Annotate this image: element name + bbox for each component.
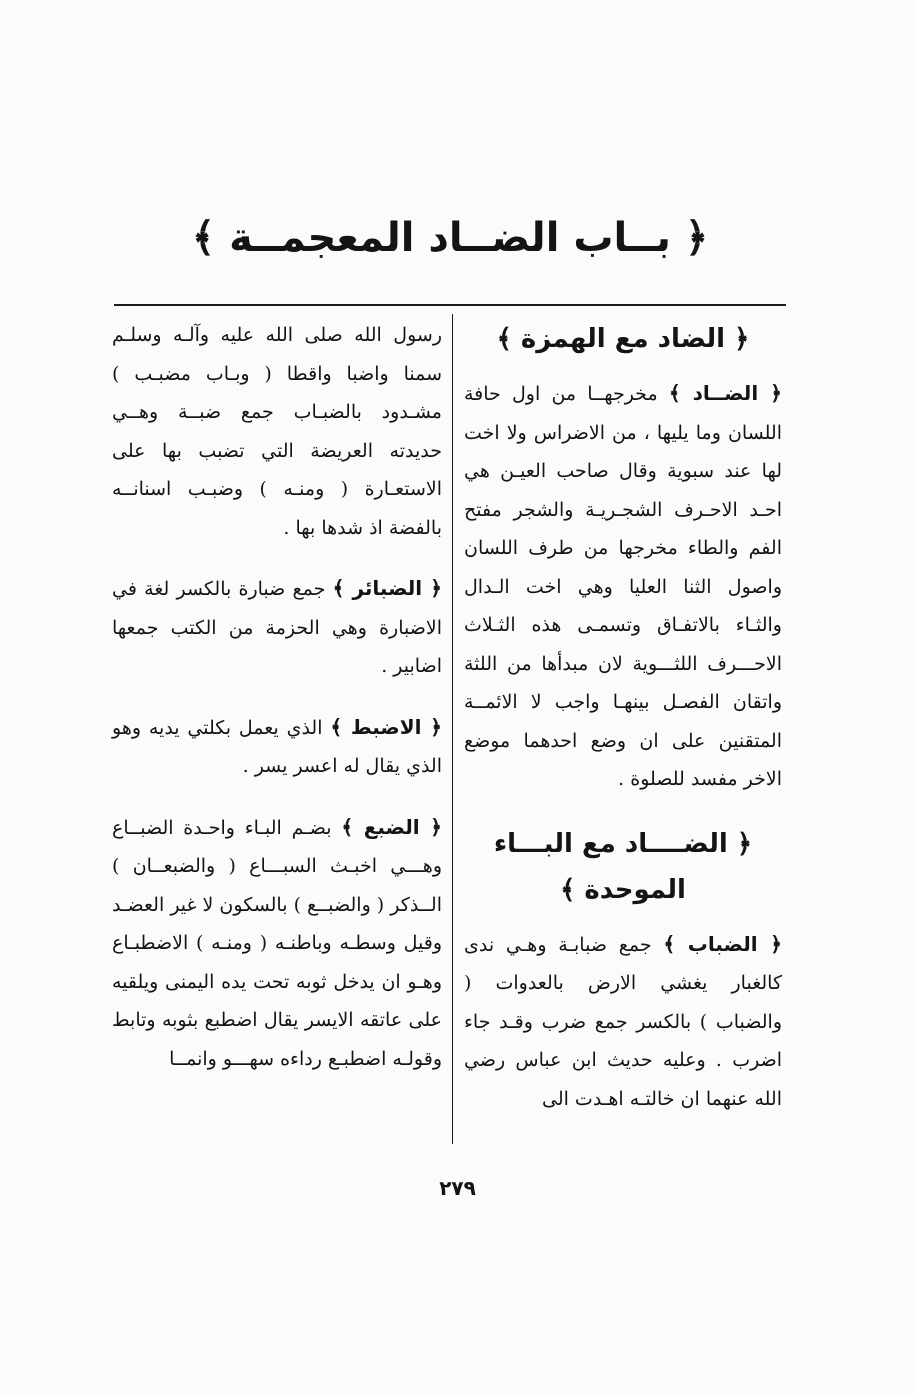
headword-dabab: ﴿ الضباب ﴾ [663,931,782,956]
entry-dabair [112,569,442,686]
entry-dabab-text: جمع ضبابـة وهـي ندى كالغبار يغشي الارض بالعدوات ( والضباب ) بالكسر جمع ضرب وقـد جاء اضرب . وعليه حديث ابن عباس رضي الله عنهما ان خالتـه اهـدت الى [464,933,782,1110]
headword-adbat: ﴿ الاضبط ﴾ [330,714,442,739]
entry-dabab-continued-text: رسول الله صلى الله عليه وآلـه وسلـم سمنا واضبا واقطا ( وبـاب مضبـب ) مشـدود بالضبـاب جمع ضبــة وهــي حديدته العريضة التي تضبب بها على الاستعـارة ( ومنـه ) وضبـب اسنانــه بالفضة اذ شدها بها . [112,324,442,539]
entry-dad-text: مخرجهــا من اول حافة اللسان وما يليها ، من الاضراس ولا اخت لها عند سبوية وقال صاحب العيـن هي احـد الاحـرف الشجـريـة والشجر مفتح الفم والطاء مخرجها من طرف اللسان واصول الثنا العليا وهي اخت الـدال والثـاء بالاتفـاق وتسمـى هذه الثـلاث الاحـــرف اللثـــوية لان مبدأها من اللثة واتقان الفصـل بينهـا واجب لا الائمــة المتقنين على ان وضع احدهما موضع الاخر مفسد للصلوة . [464,383,782,790]
left-column [112,316,442,1100]
headword-dabair: ﴿ الضبائر ﴾ [332,576,442,600]
entry-dabab-continued [112,316,442,547]
column-divider [452,314,453,1144]
right-column [464,316,782,1140]
headword-dad: ﴿ الضــاد ﴾ [668,381,783,405]
entry-dabab [464,925,782,1119]
entry-dab [112,808,442,1079]
entry-dad [464,374,782,799]
entry-dabair-text: جمع ضبارة بالكسر لغة في الاضبارة وهي الحزمة من الكتب جمعها اضابير . [112,578,442,677]
chapter-title: ﴿ بــاب الضــاد المعجمــة ﴾ [191,215,709,261]
headword-dab: ﴿ الضبع ﴾ [341,814,443,839]
entry-adbat-text: الذي يعمل بكلتي يديه وهو الذي يقال له اعسر يسر . [112,716,442,777]
entry-adbat [112,708,442,786]
section-heading-hamza: ﴿ الضاد مع الهمزة ﴾ [496,324,750,354]
page-number: ٢٧٩ [439,1176,476,1200]
entry-dab-text: بضـم البـاء واحـدة الضبــاع وهـــي اخبـث السبـــاع ( والضبعــان ) الــذكر ( والضبــع ) بالسكون لا غير العضـد وقيل وسطـه وباطنـه ( ومنـه ) الاضطبـاع وهـو ان يدخل ثوبه تحت يده اليمنى ويلقيه على عاتقه الايسر يقال اضطبع بثوبه وتابط وقولـه اضطبـع رداءه سهـــو وانمــا [112,816,442,1070]
section-heading-baa: ﴿ الضــــاد مع البـــاء الموحدة ﴾ [493,828,753,905]
header-rule [114,304,786,306]
